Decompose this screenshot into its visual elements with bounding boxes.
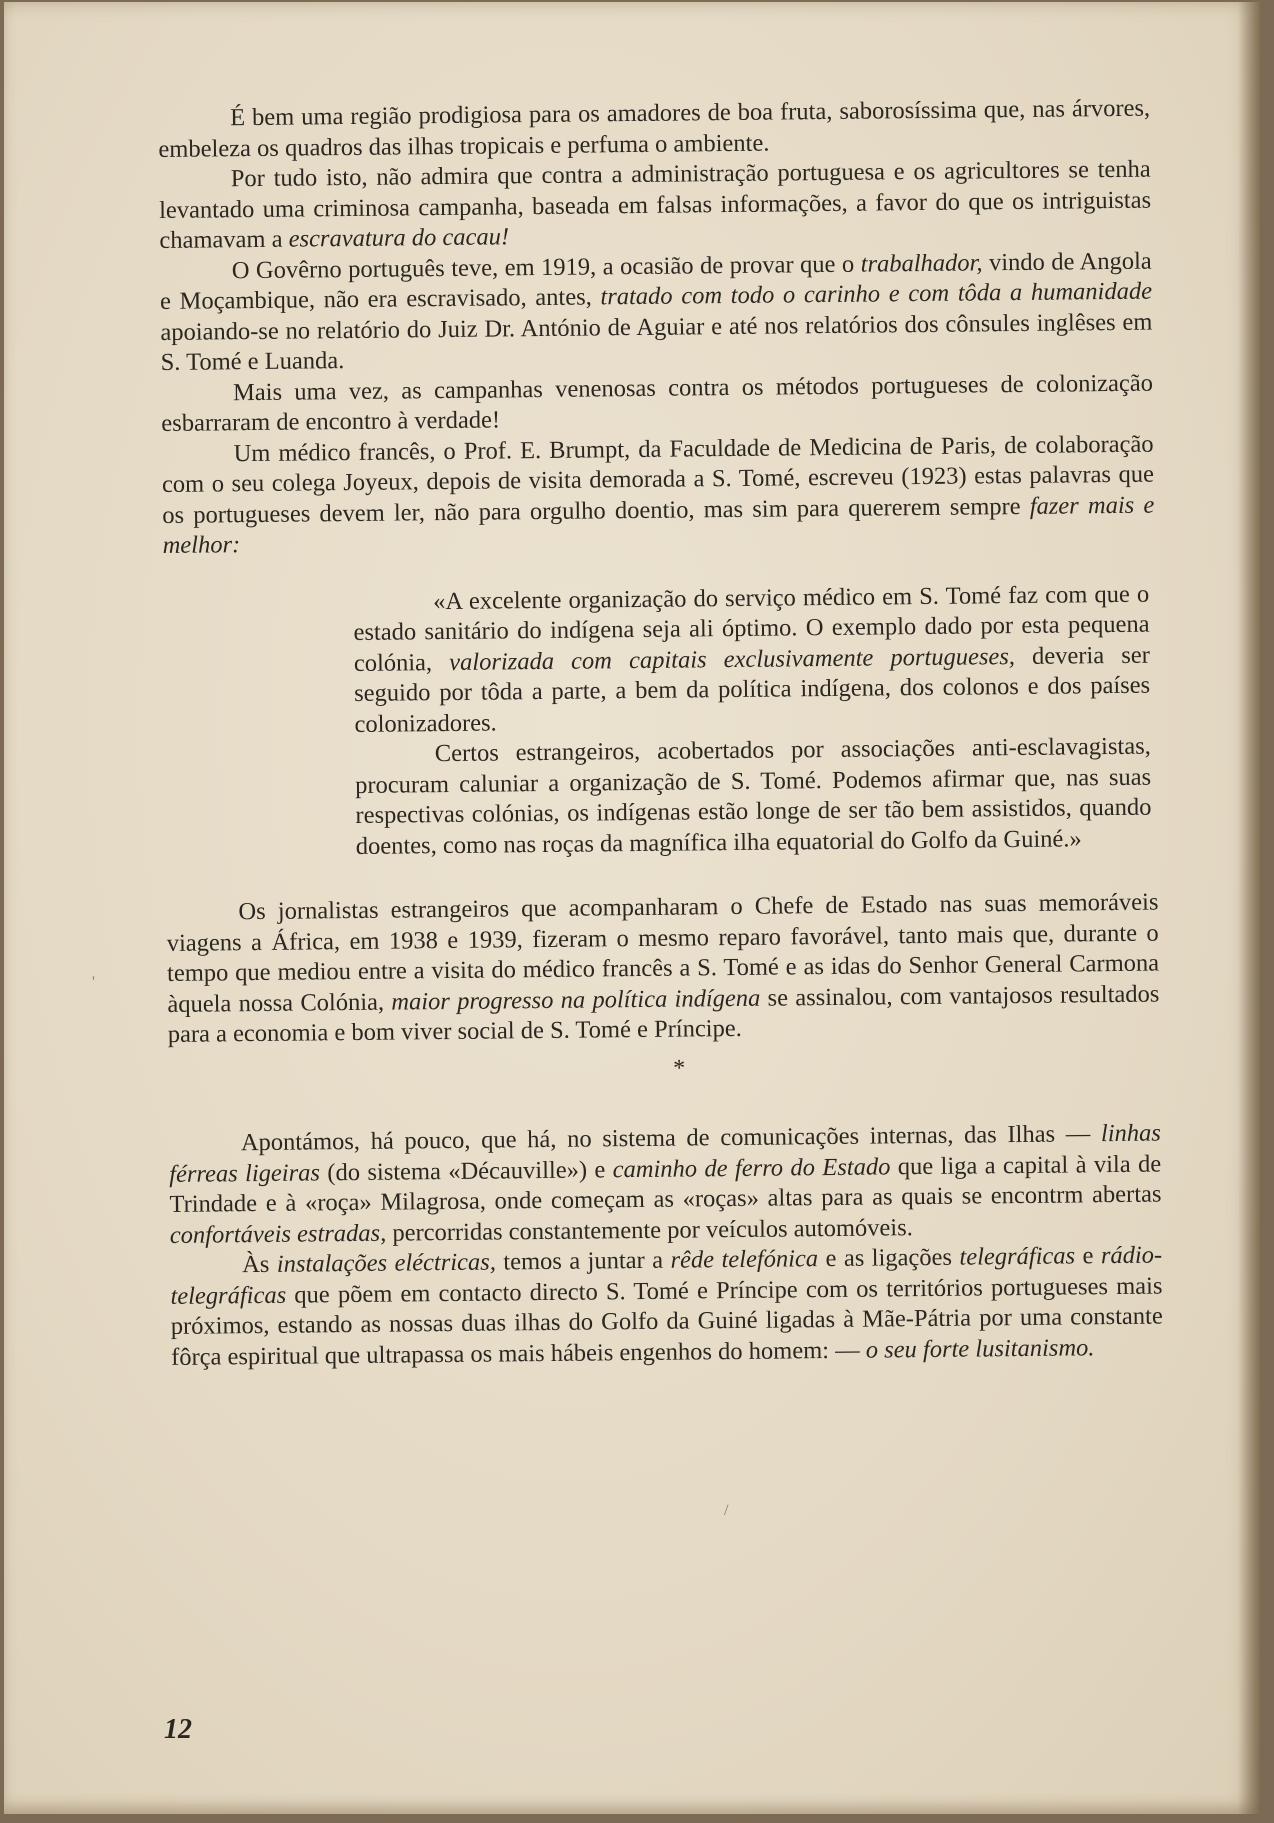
paragraph — [160, 246, 1153, 378]
italic-phrase: maior progresso na política indígena — [391, 984, 761, 1016]
text-run: e as ligações — [817, 1243, 960, 1273]
text-run: temos a juntar a — [495, 1246, 671, 1276]
quote-paragraph — [353, 579, 1151, 740]
text-run: Os jornalistas estrangeiros que acompanharam o Chefe de Estado nas suas memoráveis viagens a África, em 1938 e 1939, fizeram o mesmo reparo favorável, tanto mais que, durante o tempo que mediou entre a visita do médico francês a S. Tomé e as idas do Senhor General Carmona àquela nossa Colónia, — [166, 888, 1160, 1018]
section-separator: * — [672, 1055, 686, 1082]
text-run: Mais uma vez, as campanhas venenosas contra os métodos portugueses de colonização esbarraram de encontro à verdade! — [161, 369, 1154, 437]
paragraph — [170, 1241, 1163, 1373]
section-journalists — [166, 888, 1160, 1051]
paper-speck: ' — [92, 974, 95, 991]
text-run: e — [1074, 1242, 1102, 1270]
text-run: (do sistema «Décauville») e — [319, 1155, 613, 1186]
italic-phrase: telegráficas — [959, 1242, 1076, 1271]
text-run: Apontámos, há pouco, que há, no sistema de comunicações internas, das Ilhas — — [240, 1120, 1102, 1157]
text-run: Certos estrangeiros, acobertados por associações anti-esclavagistas, procuram caluniar a organização de S. Tomé. Podemos afirmar que, nas suas respectivas colónias, os indígenas estão longe de ser tão bem assistidos, quando doentes, como nas roças da magnífica ilha equatorial do Golfo da Guiné.» — [355, 732, 1152, 860]
paragraph — [169, 1119, 1162, 1251]
paragraph — [166, 888, 1160, 1051]
document-page — [4, 2, 1260, 1814]
text-run: É bem uma região prodigiosa para os amadores de boa fruta, saborosíssima que, nas árvores, embeleza os quadros das ilhas tropicais e perfuma o ambiente. — [158, 94, 1151, 163]
italic-phrase: confortáveis estradas, — [169, 1219, 387, 1249]
paper-speck: / — [724, 1502, 729, 1519]
italic-phrase: valorizada com capitais exclusivamente portugueses, — [449, 642, 1016, 676]
text-run: Às — [242, 1250, 277, 1279]
quote-paragraph — [355, 732, 1152, 862]
paragraph — [158, 94, 1151, 165]
page-number: 12 — [164, 1714, 192, 1745]
italic-phrase: trabalhador, — [860, 248, 983, 278]
italic-phrase: rêde telefónica — [670, 1245, 819, 1274]
text-run: percorridas constantemente por veículos automóveis. — [386, 1213, 913, 1247]
text-run: Por tudo isto, não admira que contra a administração portuguesa e os agricultores se tenha levantado uma criminosa campanha, baseada em falsas informações, a favor do que os intriguistas chamavam a — [158, 155, 1152, 254]
italic-phrase: tratado com todo o carinho e com tôda a humanidade — [600, 277, 1153, 311]
italic-phrase: linhas férreas ligeiras — [169, 1119, 1161, 1188]
italic-phrase: instalações eléctricas, — [276, 1248, 497, 1278]
paragraph — [162, 429, 1155, 561]
section-opening — [158, 94, 1155, 562]
italic-phrase: rádio-telegráficas — [170, 1241, 1163, 1310]
italic-phrase: fazer mais e melhor: — [162, 491, 1155, 559]
text-run: que põem em contacto directo S. Tomé e Príncipe com os territórios portugueses mais próximos, estando as nossas duas ilhas do Golfo da Guiné ligadas à Mãe-Pátria por uma constante fôrça espiritual que ultrapassa os mais hábeis engenhos do homem: — — [170, 1272, 1163, 1371]
text-run: O Govêrno português teve, em 1919, a ocasião de provar que o — [231, 250, 861, 284]
text-run: vindo de Angola e Moçambique, não era escravisado, antes, — [159, 247, 1152, 315]
text-run: apoiando-se no relatório do Juiz Dr. António de Aguiar e até nos relatórios dos cônsules inglêses em S. Tomé e Luanda. — [160, 308, 1153, 376]
text-run: que liga a capital à vila de Trindade e à «roça» Milagrosa, onde começam as «roças» altas para as quais se encontrm abertas — [169, 1150, 1162, 1218]
page-edge-shadow — [1238, 2, 1260, 1814]
text-run: deveria ser seguido por tôda a parte, a bem da política indígena, dos colonos e dos países colonizadores. — [354, 641, 1151, 738]
italic-phrase: o seu forte lusitanismo. — [865, 1333, 1095, 1364]
block-quote — [353, 579, 1152, 862]
text-run: se assinalou, com vantajosos resultados para a economia e bom viver social de S. Tomé e Príncipe. — [167, 980, 1160, 1048]
text-run: Um médico francês, o Prof. E. Brumpt, da Faculdade de Medicina de Paris, de colaboração com o seu colega Joyeux, depois de visita demorada a S. Tomé, escreveu (1923) estas palavras que os portugueses devem ler, não para orgulho doentio, mas sim para quererem sempre — [161, 430, 1155, 529]
paragraph — [159, 155, 1152, 257]
body-text — [158, 94, 1163, 1373]
text-run: «A excelente organização do serviço médico em S. Tomé faz com que o estado sanitário do indígena seja ali óptimo. O exemplo dado por esta pequena colónia, — [353, 580, 1150, 677]
italic-phrase: caminho de ferro do Estado — [612, 1152, 891, 1183]
paragraph — [161, 368, 1154, 439]
section-communications — [169, 1119, 1164, 1373]
italic-phrase: escravatura do cacau! — [288, 223, 510, 253]
